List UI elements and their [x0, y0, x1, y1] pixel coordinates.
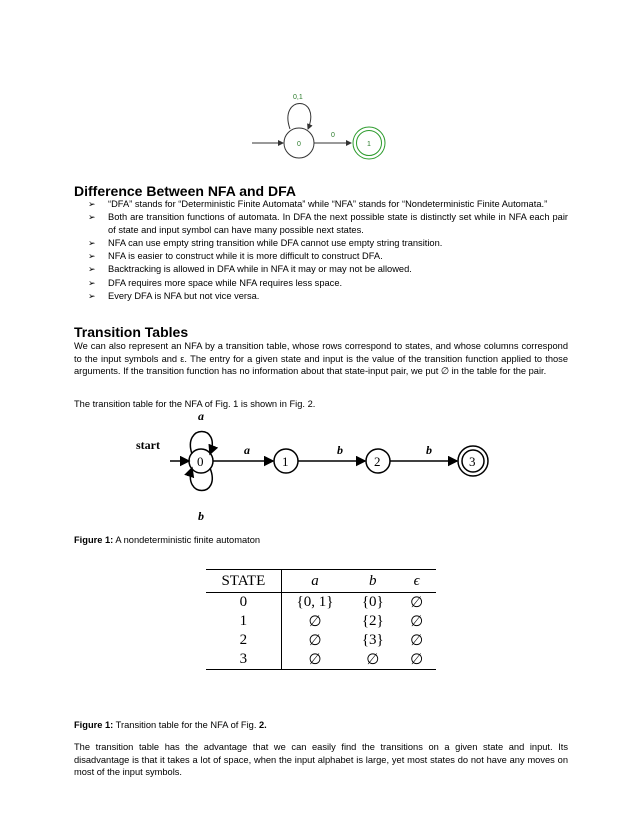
table-cell: ∅ — [410, 614, 424, 630]
table-cell: ∅ — [410, 652, 424, 668]
table-cell: ∅ — [308, 614, 322, 630]
state-1-label: 1 — [282, 454, 289, 469]
state-3-label: 3 — [469, 454, 476, 469]
header-state: STATE — [206, 570, 281, 593]
table-cell: {0} — [361, 594, 384, 610]
table-cell: {2} — [361, 613, 384, 629]
arrow-bullet-icon: ➢ — [88, 251, 96, 262]
state-0-label: 0 — [297, 141, 301, 148]
arrow-bullet-icon: ➢ — [88, 277, 96, 288]
edge-b-label-1: b — [337, 443, 343, 457]
caption-text: A nondeterministic finite automaton — [113, 535, 261, 545]
edge-a-label: a — [244, 443, 250, 457]
caption-number: 2. — [259, 720, 267, 730]
state-2-label: 2 — [374, 454, 381, 469]
table-row — [206, 593, 436, 613]
caption-text: Transition table for the NFA of Fig. — [113, 720, 259, 730]
figure-2-caption — [74, 720, 267, 730]
edge-label: 0 — [331, 132, 335, 139]
table-cell: ∅ — [308, 633, 322, 649]
header-b: b — [369, 572, 377, 589]
list-item: ➢ Every DFA is NFA but not vice versa. — [88, 291, 260, 302]
caption-label: Figure 1: — [74, 535, 114, 545]
list-item: ➢ NFA is easier to construct while it is more difficult to construct DFA. — [88, 251, 383, 262]
table-cell: {3} — [361, 632, 384, 648]
state-1-label: 1 — [367, 141, 371, 148]
table-row — [206, 612, 436, 631]
state-0-label: 0 — [197, 454, 204, 469]
paragraph-transition-intro: We can also represent an NFA by a transition table, whose rows correspond to states, and whose columns correspond to the input symbols and ε. The entry for a given state and input is the value of the transition function applied to those arguments. If the transition function has no information about that state-input pair, we put ∅ in the table for the pair. — [74, 341, 568, 376]
table-cell: 1 — [206, 612, 281, 631]
paragraph-fig-reference: The transition table for the NFA of Fig. 1 is shown in Fig. 2. — [74, 399, 316, 409]
figure-1-caption — [74, 535, 260, 545]
dfa-diagram — [250, 85, 400, 170]
table-cell: ∅ — [410, 633, 424, 649]
nfa-diagram — [130, 412, 500, 524]
list-item: ➢ “DFA” stands for “Deterministic Finite Automata” while “NFA” stands for “Nondeterministic Finite Automata.” — [88, 199, 548, 209]
list-item: ➢ Both are transition functions of automata. In DFA the next possible state is distinctly set while in NFA each pair of state and input symbol can have many possible next states. — [88, 212, 568, 235]
edge-b-label-2: b — [426, 443, 432, 457]
arrow-bullet-icon: ➢ — [88, 212, 96, 223]
table-cell: 3 — [206, 650, 281, 670]
arrow-bullet-icon: ➢ — [88, 237, 96, 248]
table-cell: ∅ — [366, 652, 380, 668]
self-loop — [288, 104, 311, 130]
transition-table — [206, 569, 436, 670]
list-item: ➢ NFA can use empty string transition while DFA cannot use empty string transition. — [88, 237, 443, 248]
start-label: start — [136, 438, 160, 452]
table-cell: 2 — [206, 631, 281, 650]
table-cell: ∅ — [308, 652, 322, 668]
list-item: ➢ DFA requires more space while NFA requires less space. — [88, 277, 343, 288]
arrow-bullet-icon: ➢ — [88, 199, 96, 209]
table-row — [206, 631, 436, 650]
header-a: a — [311, 572, 319, 589]
table-cell: 0 — [206, 593, 281, 613]
arrow-bullet-icon: ➢ — [88, 291, 96, 302]
table-cell: {0, 1} — [296, 594, 334, 610]
section-title-difference: Difference Between NFA and DFA — [74, 183, 296, 199]
header-epsilon: ϵ — [413, 572, 420, 589]
transition-table-wrapper — [206, 569, 436, 670]
loop-label: 0,1 — [293, 94, 303, 101]
difference-list — [88, 198, 568, 303]
paragraph-advantages: The transition table has the advantage that we can easily find the transitions on a given state and input. Its disadvantage is that it takes a lot of space, when the input alphabet is large, yet most states do not have any moves on most of the input symbols. — [74, 742, 568, 777]
table-row — [206, 650, 436, 670]
list-item: ➢ Backtracking is allowed in DFA while in NFA it may or may not be allowed. — [88, 264, 412, 275]
arrow-bullet-icon: ➢ — [88, 264, 96, 275]
caption-label: Figure 1: — [74, 720, 114, 730]
loop-a-label: a — [198, 412, 204, 423]
section-title-transition-tables: Transition Tables — [74, 324, 189, 340]
loop-b-label: b — [198, 509, 204, 523]
table-cell: ∅ — [410, 595, 424, 611]
